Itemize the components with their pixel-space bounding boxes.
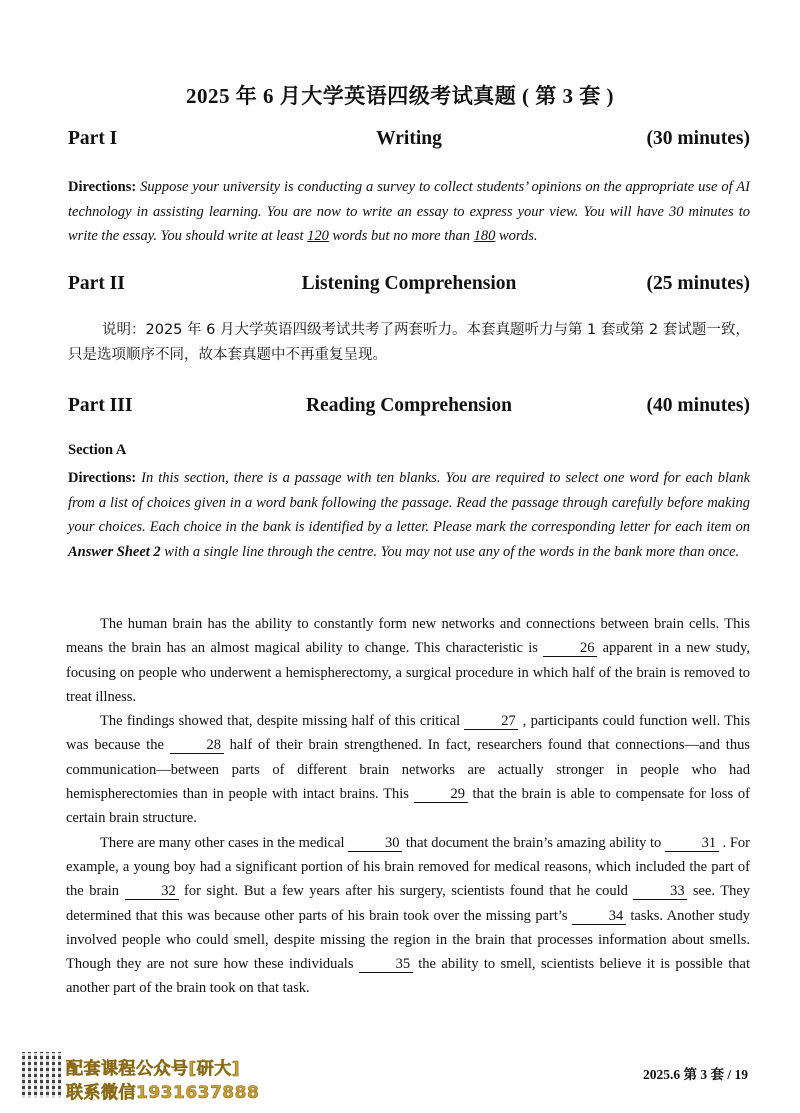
qr-code-icon — [22, 1052, 62, 1098]
part-3-name: Reading Comprehension — [305, 395, 513, 416]
blank-30[interactable]: 30 — [348, 835, 402, 852]
reading-passage — [66, 612, 750, 1001]
section-a-directions-label: Directions: — [68, 470, 137, 486]
part-3-label: Part III — [68, 395, 133, 416]
section-a-directions — [68, 466, 750, 564]
section-a-heading: Section A — [68, 442, 127, 458]
part-2-name: Listening Comprehension — [301, 273, 517, 294]
listening-note: 说明：2025 年 6 月大学英语四级考试共考了两套听力。本套真题听力与第 1 套或第 2 套试题一致，只是选项顺序不同，故本套真题中不再重复呈现。 — [68, 322, 750, 363]
blank-26[interactable]: 26 — [543, 640, 597, 657]
blank-35[interactable]: 35 — [359, 956, 413, 973]
passage-text: . For example, a young boy had a significant portion of his brain removed for medical reasons, which included the part of the brain — [66, 834, 750, 900]
page-title: 2025 年 6 月大学英语四级考试真题 ( 第 3 套 ) — [186, 84, 614, 108]
passage-text: that the brain is able to compensate for loss of certain brain structure. — [66, 786, 750, 827]
passage-text: that document the brain’s amazing ability to — [402, 834, 665, 851]
passage-paragraph — [66, 831, 750, 1001]
blank-29[interactable]: 29 — [414, 786, 468, 803]
blank-28[interactable]: 28 — [170, 737, 224, 754]
blank-27[interactable]: 27 — [464, 713, 518, 730]
passage-text: The findings showed that, despite missing half of this critical — [100, 713, 465, 730]
writing-directions — [68, 175, 750, 249]
writing-directions-text-b: words but no more than — [328, 228, 474, 244]
section-a-directions-text-b: with a single line through the centre. You may not use any of the words in the bank more than once. — [160, 543, 740, 560]
passage-text: apparent in a new study, focusing on people who underwent a hemispherectomy, a surgical procedure in which half of the brain is removed to treat illness. — [66, 640, 750, 705]
blank-34[interactable]: 34 — [572, 908, 626, 925]
blank-31[interactable]: 31 — [665, 835, 719, 852]
part-1-time: (30 minutes) — [646, 128, 750, 149]
passage-text: see. They determined that this was because other parts of his brain took over the missing part’s — [66, 883, 751, 924]
passage-text: the ability to smell, scientists believe it is possible that another part of the brain took on that task. — [66, 956, 750, 997]
passage-paragraph — [66, 709, 750, 830]
passage-text: The human brain has the ability to constantly form new networks and connections between brain cells. This means the brain has an almost magical ability to change. This characteristic is — [66, 616, 750, 657]
page-number: 2025.6 第 3 套 / 19 — [642, 1067, 748, 1082]
passage-text: There are many other cases in the medical — [100, 834, 349, 851]
passage-text: tasks. Another study involved people who could smell, despite missing the region in the brain that processes information about smells. Though they are not sure how these individuals — [66, 907, 750, 973]
part-2-label: Part II — [68, 273, 125, 294]
part-1-header — [68, 128, 750, 156]
blank-33[interactable]: 33 — [633, 883, 687, 900]
blank-32[interactable]: 32 — [125, 883, 179, 900]
watermark-line-2: 联系微信1931637888 — [66, 1083, 260, 1103]
min-words: 120 — [307, 228, 329, 244]
passage-text: , participants could function well. This was because the — [66, 713, 750, 754]
section-a-directions-text-a: In this section, there is a passage with ten blanks. You are required to select one word for each blank from a list of choices given in a word bank following the passage. Read the passage through carefully before making your choices. Each choice in the bank is identified by a letter. Please mark the corresponding letter for each item on — [68, 470, 750, 535]
answer-sheet-label: Answer Sheet 2 — [68, 543, 161, 560]
part-3-time: (40 minutes) — [646, 395, 750, 416]
passage-text: half of their brain strengthened. In fact, researchers found that connections—and thus communication—between parts of different brain networks are actually stronger in people who had hemispherectomies than in people with intact brains. This — [66, 737, 750, 803]
part-2-time: (25 minutes) — [646, 273, 750, 294]
passage-paragraph — [66, 612, 750, 709]
max-words: 180 — [473, 228, 496, 244]
part-1-name: Writing — [376, 128, 442, 149]
part-3-header — [68, 395, 750, 423]
part-2-header — [68, 273, 750, 301]
watermark-line-1: 配套课程公众号[研大] — [66, 1059, 241, 1079]
writing-directions-label: Directions: — [68, 179, 137, 195]
writing-directions-text-a: Suppose your university is conducting a survey to collect students’ opinions on the appropriate use of AI technology in assisting learning. You are now to write an essay to express your view. You will have 30 minutes to write the essay. You should write at least — [68, 179, 750, 244]
part-1-label: Part I — [68, 128, 118, 149]
writing-directions-text-c: words. — [495, 228, 538, 244]
passage-text: for sight. But a few years after his surgery, scientists found that he could — [178, 883, 634, 900]
